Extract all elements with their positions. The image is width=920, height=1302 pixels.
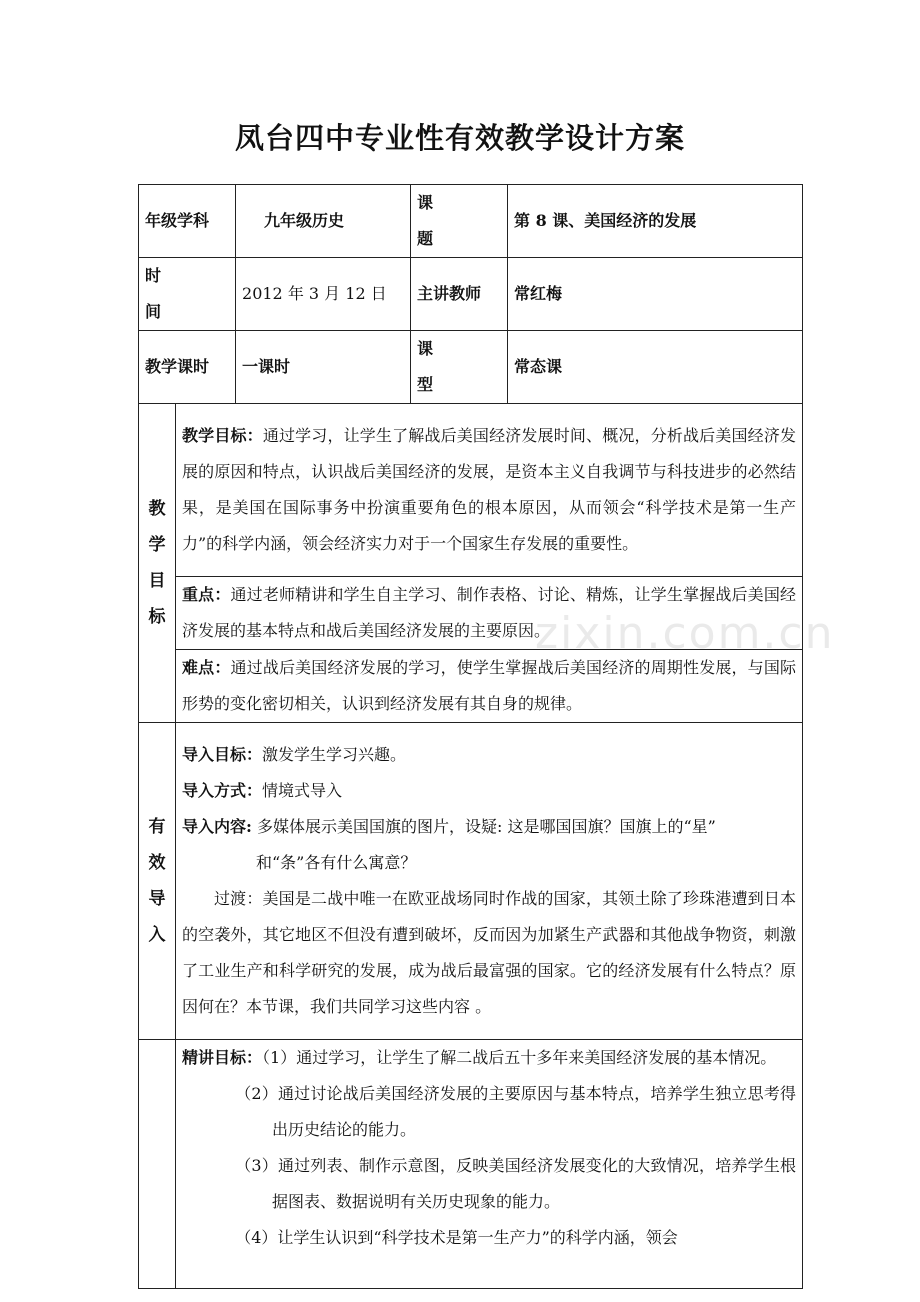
lecture-cell <box>176 1040 803 1289</box>
teaching-goal-cell <box>176 404 803 577</box>
intro-content-text: 多媒体展示美国国旗的图片，设疑: 这是哪国国旗？国旗上的“星” <box>257 817 716 836</box>
intro-method-text: 情境式导入 <box>262 781 343 800</box>
key-point-label: 重点： <box>182 585 231 604</box>
header-row-3 <box>139 331 803 404</box>
lesson-plan-table <box>138 184 803 1289</box>
header-row-2 <box>139 258 803 331</box>
lecture-side-label <box>139 1040 176 1289</box>
topic-value: 第 8 课、美国经济的发展 <box>508 185 803 258</box>
objectives-goal-row <box>139 404 803 577</box>
time-label: 时 间 <box>139 258 236 331</box>
header-row-1 <box>139 185 803 258</box>
teaching-goal-label: 教学目标： <box>182 426 263 445</box>
difficulty-label: 难点： <box>182 658 231 677</box>
key-point-cell <box>176 577 803 650</box>
intro-content-line-2: 和“条”各有什么寓意？ <box>256 853 417 872</box>
page-title: 凤台四中专业性有效教学设计方案 <box>234 121 685 155</box>
teaching-goal-text: 通过学习，让学生了解战后美国经济发展时间、概况，分析战后美国经济发展的原因和特点，认识战后美国经济的发展，是资本主义自我调节与科技进步的必然结果，是美国在国际事务中扮演重要角色的根本原因，从而领会“科学技术是第一生产力”的科学内涵，领会经济实力对于一个国家生存发展的重要性。 <box>182 426 797 553</box>
teacher-value: 常红梅 <box>508 258 803 331</box>
lecture-goal-label: 精讲目标： <box>182 1048 263 1067</box>
objectives-key-row <box>139 577 803 650</box>
intro-cell <box>176 723 803 1040</box>
lecture-goal-line <box>182 1040 796 1076</box>
key-point-text: 通过老师精讲和学生自主学习、制作表格、讨论、精炼，让学生掌握战后美国经济发展的基本特点和战后美国经济发展的主要原因。 <box>182 585 797 640</box>
type-label: 课 型 <box>411 331 508 404</box>
intro-goal-label: 导入目标： <box>182 745 263 764</box>
intro-goal-text: 激发学生学习兴趣。 <box>262 745 407 764</box>
intro-goal-line <box>182 737 796 773</box>
periods-value: 一课时 <box>236 331 411 404</box>
intro-row <box>139 723 803 1040</box>
intro-content-line <box>182 809 796 845</box>
periods-label: 教学课时 <box>139 331 236 404</box>
lecture-item-2: （2）通过讨论战后美国经济发展的主要原因与基本特点，培养学生独立思考得出历史结论的能力。 <box>235 1084 797 1139</box>
intro-method-label: 导入方式： <box>182 781 263 800</box>
lecture-item-1: （1）通过学习，让学生了解二战后五十多年来美国经济发展的基本情况。 <box>262 1048 777 1067</box>
watermark: zixin.com.cn <box>535 608 835 659</box>
lecture-item-3: （3）通过列表、制作示意图，反映美国经济发展变化的大致情况，培养学生根据图表、数据说明有关历史现象的能力。 <box>235 1156 797 1211</box>
intro-side-label: 有 效 导 入 <box>139 723 176 1040</box>
grade-subject-label: 年级学科 <box>139 185 236 258</box>
objectives-hard-row <box>139 650 803 723</box>
intro-content-label: 导入内容: <box>182 817 252 836</box>
intro-method-line <box>182 773 796 809</box>
intro-transition: 过渡：美国是二战中唯一在欧亚战场同时作战的国家，其领土除了珍珠港遭到日本的空袭外，其它地区不但没有遭到破坏，反而因为加紧生产武器和其他战争物资，刺激了工业生产和科学研究的发展，成为战后最富强的国家。它的经济发展有什么特点？原因何在？本节课，我们共同学习这些内容 。 <box>182 889 797 1016</box>
date-value: 2012 年 3 月 12 日 <box>236 258 411 331</box>
difficulty-cell <box>176 650 803 723</box>
difficulty-text: 通过战后美国经济发展的学习，使学生掌握战后美国经济的周期性发展，与国际形势的变化密切相关，认识到经济发展有其自身的规律。 <box>182 658 797 713</box>
lecture-row <box>139 1040 803 1289</box>
topic-label: 课 题 <box>411 185 508 258</box>
objectives-side-label: 教 学 目 标 <box>139 404 176 723</box>
teacher-label: 主讲教师 <box>411 258 508 331</box>
lecture-item-4: （4）让学生认识到“科学技术是第一生产力”的科学内涵，领会 <box>235 1228 678 1247</box>
type-value: 常态课 <box>508 331 803 404</box>
grade-subject-value: 九年级历史 <box>236 185 411 258</box>
